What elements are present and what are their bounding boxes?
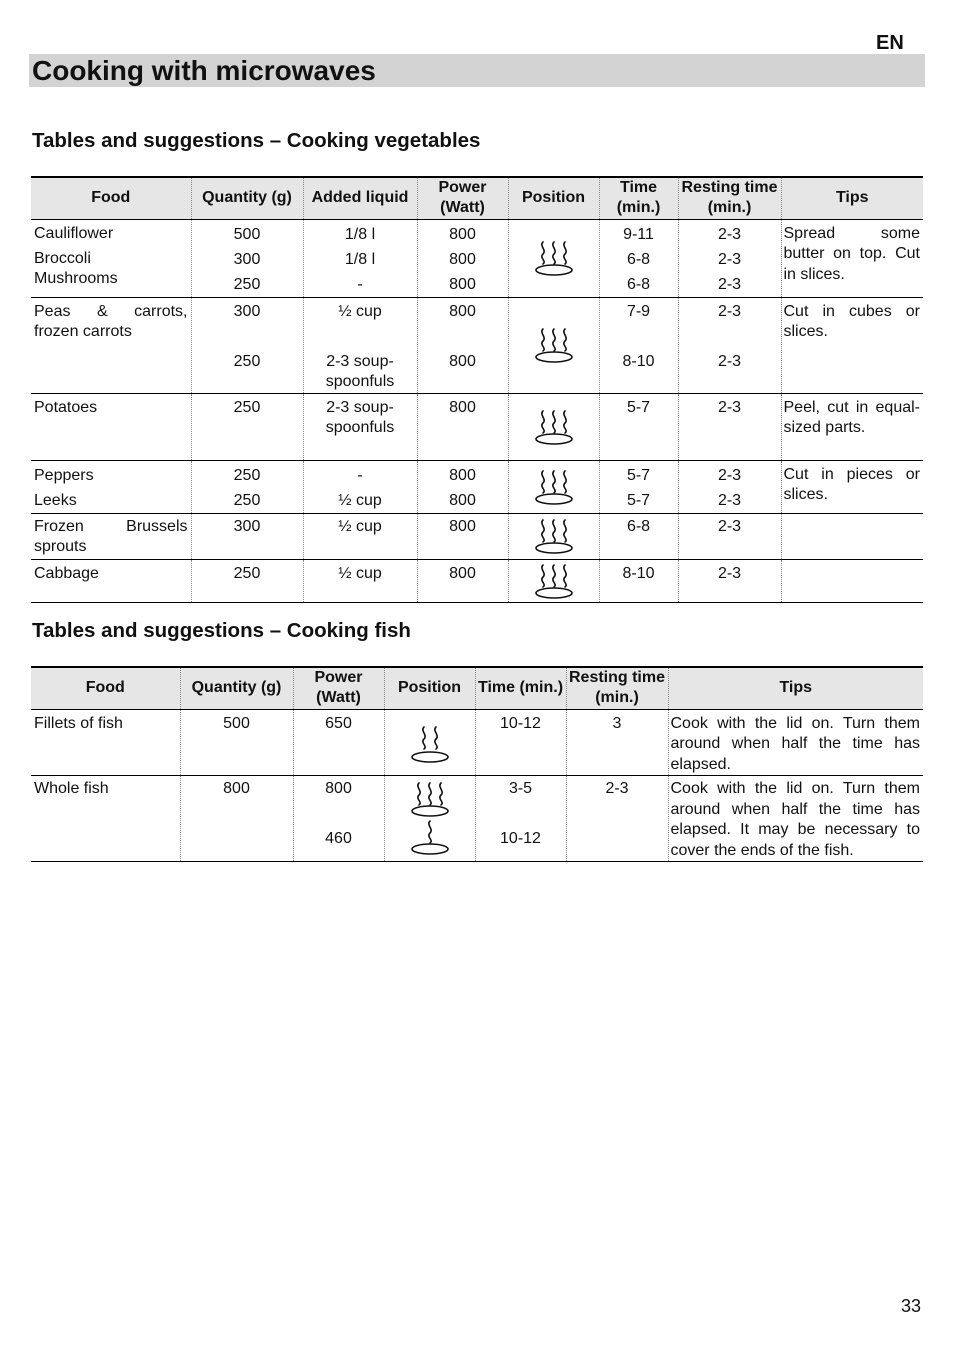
rest-cell: 2-3 [717,250,742,268]
language-label: EN [876,32,904,54]
time-cell: 5-7 [626,491,651,509]
food-cell: Peppers [34,466,94,484]
col-tips: Tips [781,177,923,219]
steam-3-icon [533,239,575,277]
table-row [31,709,923,776]
table-row [31,393,923,460]
col-food: Food [31,177,191,219]
time-cell: 8-10 [599,559,678,602]
power-cell: 800 [449,250,476,268]
tips-cell: Cut in pieces or slices. [781,460,923,513]
quantity-cell: 500 [180,709,293,776]
liquid-cell: 2-3 soup-spoonfuls [325,352,395,390]
quantity-cell: 250 [233,275,261,293]
col-quantity: Quantity (g) [191,177,303,219]
time-cell: 10-12 [500,830,541,847]
table-row [31,297,923,393]
steam-1-icon [409,818,451,856]
quantity-cell: 300 [191,513,303,559]
food-cell: Mushrooms [34,269,118,287]
rest-cell: 2-3 [717,225,742,243]
steam-3-icon [533,517,575,555]
quantity-cell: 250 [233,352,261,370]
page-number: 33 [901,1296,922,1316]
liquid-cell: ½ cup [338,302,382,320]
liquid-cell: ½ cup [338,491,382,509]
time-cell: 6-8 [626,250,651,268]
liquid-cell: 2-3 soup-spoonfuls [325,398,395,436]
food-cell: Potatoes [31,393,191,460]
col-resting-time: Resting time (min.) [678,177,781,219]
time-cell: 5-7 [626,466,651,484]
power-cell: 800 [417,559,508,602]
rest-cell: 2-3 [717,275,742,293]
liquid-cell: ½ cup [303,559,417,602]
food-cell: Peas & carrots, frozen carrots [31,297,191,393]
table-row [31,513,923,559]
rest-cell: 2-3 [678,559,781,602]
steam-2-icon [409,724,451,764]
food-cell: Frozen Brussels sprouts [31,513,191,559]
rest-cell: 3 [566,709,668,776]
col-position: Position [508,177,599,219]
food-cell: Fillets of fish [31,709,180,776]
col-power: Power (Watt) [417,177,508,219]
tips-cell: Spread some butter on top. Cut in slices. [781,219,923,297]
time-cell: 6-8 [599,513,678,559]
power-cell: 650 [293,709,384,776]
rest-cell: 2-3 [678,513,781,559]
rest-cell: 2-3 [717,302,742,320]
liquid-cell: 1/8 l [344,250,376,268]
quantity-cell: 250 [191,559,303,602]
tips-cell: Cook with the lid on. Turn them around when half the time has elapsed. [668,709,923,776]
table-row [31,460,923,513]
quantity-cell: 500 [233,225,261,243]
power-cell: 800 [417,513,508,559]
time-cell: 9-11 [623,225,654,243]
power-cell: 800 [449,466,476,484]
tips-cell: Peel, cut in equal- sized parts. [781,393,923,460]
food-cell: Whole fish [31,776,180,862]
time-cell: 3-5 [508,780,533,797]
fish-header-row [31,667,923,709]
quantity-cell: 250 [191,393,303,460]
power-cell: 800 [417,393,508,460]
steam-3-icon [533,562,575,600]
time-cell: 7-9 [626,302,651,320]
col-time: Time (min.) [475,667,566,709]
food-cell: Cabbage [31,559,191,602]
food-cell: Leeks [34,491,77,509]
vegetables-table [31,176,923,603]
steam-3-icon [533,468,575,506]
steam-3-icon [409,780,451,818]
time-cell: 10-12 [475,709,566,776]
liquid-cell: 1/8 l [344,225,376,243]
power-cell: 460 [325,830,352,847]
power-cell: 800 [449,352,476,370]
food-cell: Cauliflower [34,224,114,242]
steam-3-icon [533,326,575,364]
page-title: Cooking with microwaves [32,55,376,86]
quantity-cell: 300 [233,250,261,268]
col-quantity: Quantity (g) [180,667,293,709]
liquid-cell: - [357,466,363,484]
tips-cell [781,559,923,602]
col-food: Food [31,667,180,709]
fish-table [31,666,923,862]
tips-cell: Cut in cubes or slices. [781,297,923,393]
col-position: Position [384,667,475,709]
power-cell: 800 [449,275,476,293]
table-row [31,219,923,297]
col-added-liquid: Added liquid [303,177,417,219]
quantity-cell: 250 [233,466,261,484]
veg-heading: Tables and suggestions – Cooking vegetables [32,129,481,152]
table-row [31,776,923,862]
time-cell: 6-8 [626,275,651,293]
quantity-cell: 300 [233,302,261,320]
power-cell: 800 [449,302,476,320]
tips-cell [781,513,923,559]
col-power: Power (Watt) [293,667,384,709]
food-cell: Broccoli [34,249,91,267]
table-row [31,559,923,602]
veg-header-row [31,177,923,219]
rest-cell: 2-3 [717,466,742,484]
liquid-cell: ½ cup [303,513,417,559]
liquid-cell: - [357,275,363,293]
power-cell: 800 [325,780,352,797]
rest-cell: 2-3 [717,352,742,370]
power-cell: 800 [449,491,476,509]
fish-heading: Tables and suggestions – Cooking fish [32,619,411,642]
quantity-cell: 800 [180,776,293,862]
col-tips: Tips [668,667,923,709]
rest-cell: 2-3 [566,776,668,862]
tips-cell: Cook with the lid on. Turn them around when half the time has elapsed. It may be necessary to cover the ends of the fish. [668,776,923,862]
rest-cell: 2-3 [717,491,742,509]
power-cell: 800 [449,225,476,243]
quantity-cell: 250 [233,491,261,509]
time-cell: 8-10 [622,352,655,370]
rest-cell: 2-3 [678,393,781,460]
col-time: Time (min.) [599,177,678,219]
col-resting-time: Resting time (min.) [566,667,668,709]
time-cell: 5-7 [599,393,678,460]
steam-3-icon [533,408,575,446]
